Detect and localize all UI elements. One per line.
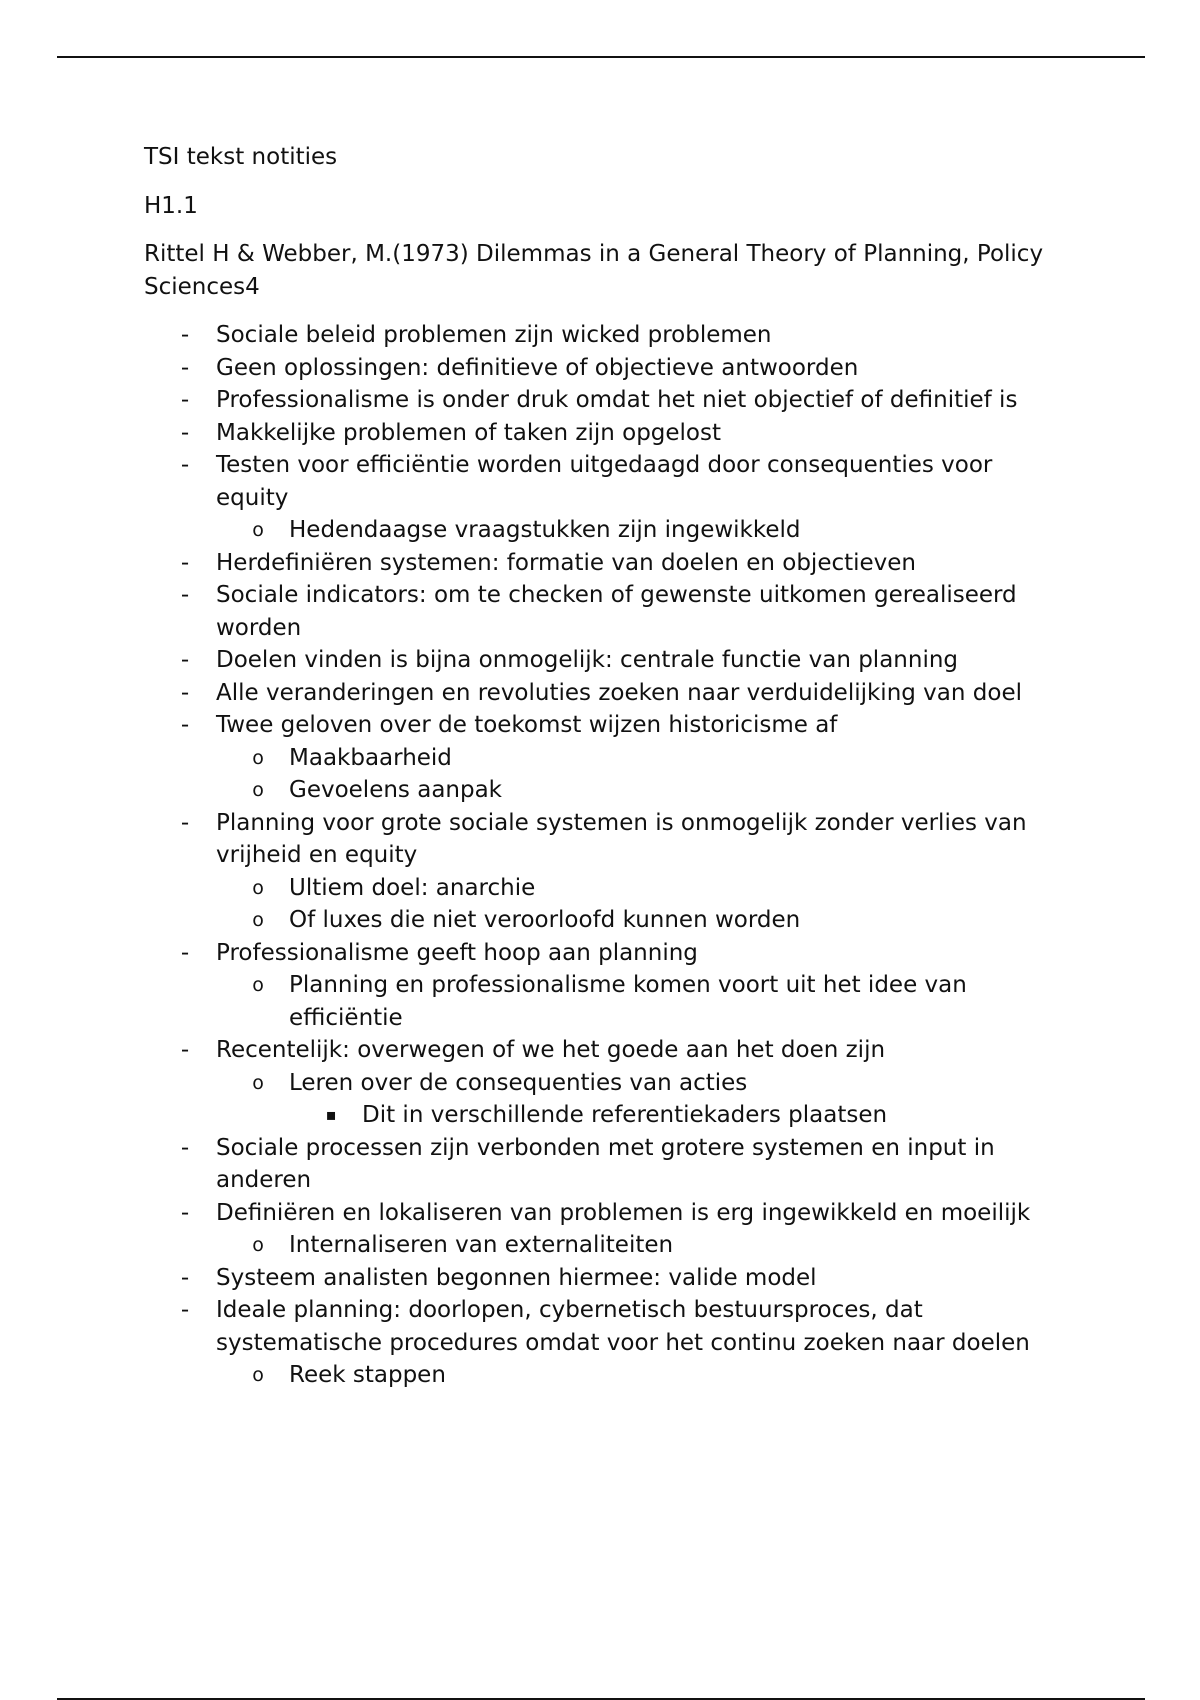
bullet-marker: - <box>180 647 190 673</box>
list-item <box>144 807 1044 872</box>
list-item-text: Ultiem doel: anarchie <box>289 874 536 901</box>
bullet-marker: o <box>252 779 264 801</box>
list-item-text: Planning voor grote sociale systemen is onmogelijk zonder verlies van vrijheid en equity <box>216 809 1027 868</box>
list-item <box>144 1262 1044 1295</box>
list-item <box>144 1067 1044 1100</box>
bullet-marker: o <box>252 1364 264 1386</box>
section-heading: H1.1 <box>144 192 198 219</box>
list-item-text: Professionalisme geeft hoop aan planning <box>216 939 698 966</box>
list-item <box>144 319 1044 352</box>
bullet-marker: - <box>180 322 190 348</box>
list-item-text: Of luxes die niet veroorloofd kunnen worden <box>289 907 801 933</box>
bullet-marker: - <box>180 1199 190 1226</box>
list-item-text: Hedendaagse vraagstukken zijn ingewikkeld <box>289 517 801 543</box>
bullet-marker: - <box>180 1297 190 1323</box>
list-item-text: Professionalisme is onder druk omdat het niet objectief of definitief is <box>216 387 1018 413</box>
list-item-text: Sociale indicators: om te checken of gewenste uitkomen gerealiseerd worden <box>216 582 1017 641</box>
list-item <box>144 644 1044 677</box>
list-item-text: Maakbaarheid <box>289 744 452 771</box>
list-item-text: Definiëren en lokaliseren van problemen is erg ingewikkeld en moeilijk <box>216 1199 1031 1226</box>
list-item <box>144 1132 1044 1197</box>
bullet-marker: o <box>252 746 264 769</box>
list-item-text: Alle veranderingen en revoluties zoeken naar verduidelijking van doel <box>216 679 1022 706</box>
list-item <box>144 1294 1044 1359</box>
bullet-marker: - <box>180 1134 190 1161</box>
bullet-marker: - <box>180 809 190 836</box>
list-item-text: Doelen vinden is bijna onmogelijk: centrale functie van planning <box>216 647 959 673</box>
list-item-text: Sociale processen zijn verbonden met grotere systemen en input in anderen <box>216 1134 995 1193</box>
bullet-marker: - <box>180 712 190 738</box>
list-item-text: Recentelijk: overwegen of we het goede aan het doen zijn <box>216 1037 886 1063</box>
list-item-text: Dit in verschillende referentiekaders plaatsen <box>362 1102 888 1128</box>
bullet-marker: - <box>180 354 190 381</box>
bullet-marker: - <box>180 387 190 413</box>
list-item-text: Planning en professionalisme komen voort uit het idee van efficiëntie <box>289 972 967 1031</box>
notes-list <box>144 319 1044 1392</box>
list-item-text: Testen voor efficiëntie worden uitgedaagd door consequenties voor equity <box>216 452 993 511</box>
list-item-text: Internaliseren van externaliteiten <box>289 1232 674 1258</box>
list-item <box>144 677 1044 710</box>
list-item <box>144 774 1044 807</box>
bullet-marker: o <box>252 519 264 541</box>
bullet-marker: o <box>252 1071 264 1094</box>
list-item-text: Twee geloven over de toekomst wijzen historicisme af <box>216 712 838 738</box>
list-item <box>144 1197 1044 1230</box>
list-item-text: Gevoelens aanpak <box>289 777 502 803</box>
list-item <box>144 384 1044 417</box>
list-item-text: Herdefiniëren systemen: formatie van doelen en objectieven <box>216 549 917 576</box>
list-item <box>144 547 1044 580</box>
list-item-text: Leren over de consequenties van acties <box>289 1069 748 1096</box>
list-item <box>144 904 1044 937</box>
list-item-text: Makkelijke problemen of taken zijn opgelost <box>216 419 722 446</box>
reference-citation: Rittel H & Webber, M.(1973) Dilemmas in a General Theory of Planning, Policy Sciences4 <box>144 241 1044 300</box>
bullet-marker: - <box>180 582 190 608</box>
bullet-marker: - <box>180 1037 190 1063</box>
bullet-marker: o <box>252 1234 264 1256</box>
list-item-text: Sociale beleid problemen zijn wicked problemen <box>216 322 772 348</box>
bullet-marker: - <box>180 939 190 966</box>
list-item <box>144 352 1044 385</box>
list-item <box>144 969 1044 1034</box>
list-item-text: Reek stappen <box>289 1362 446 1388</box>
list-item <box>144 1099 1044 1132</box>
bullet-marker: o <box>252 974 264 996</box>
list-item <box>144 742 1044 775</box>
header-rule <box>57 56 1145 58</box>
list-item-text: Geen oplossingen: definitieve of objectieve antwoorden <box>216 354 859 381</box>
list-item <box>144 449 1044 514</box>
document-body <box>144 141 1044 1392</box>
bullet-marker: ▪ <box>325 1105 337 1124</box>
bullet-marker: - <box>180 1264 190 1291</box>
list-item <box>144 1034 1044 1067</box>
list-item <box>144 514 1044 547</box>
document-title: TSI tekst notities <box>144 144 338 170</box>
list-item <box>144 1229 1044 1262</box>
list-item <box>144 579 1044 644</box>
bullet-marker: o <box>252 876 264 899</box>
bullet-marker: - <box>180 452 190 478</box>
list-item <box>144 937 1044 970</box>
bullet-marker: - <box>180 679 190 706</box>
list-item-text: Ideale planning: doorlopen, cybernetisch bestuursproces, dat systematische procedures omdat voor het continu zoeken naar doelen <box>216 1297 1030 1356</box>
list-item-text: Systeem analisten begonnen hiermee: valide model <box>216 1264 817 1291</box>
list-item <box>144 1359 1044 1392</box>
list-item <box>144 417 1044 450</box>
bullet-marker: - <box>180 419 190 446</box>
list-item <box>144 709 1044 742</box>
list-item <box>144 872 1044 905</box>
bullet-marker: o <box>252 909 264 931</box>
bullet-marker: - <box>180 549 190 576</box>
